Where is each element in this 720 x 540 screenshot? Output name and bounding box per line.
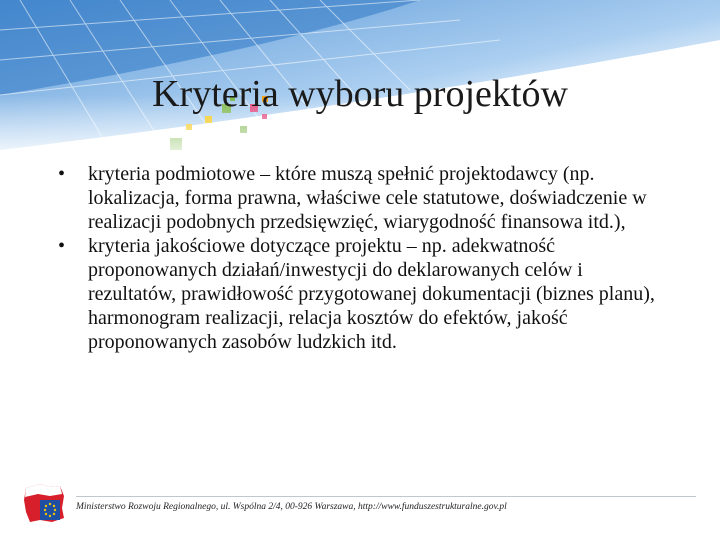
- poland-eu-map-logo-icon: [20, 478, 68, 526]
- bullet-item: [58, 234, 668, 354]
- bullet-text: kryteria jakościowe dotyczące projektu – np. adekwatność proponowanych działań/inwestycji do deklarowanych celów i rezultatów, prawidłowość przygotowanej dokumentacji (biznes planu), harmonogram realizacji, relacja kosztów do efektów, jakość proponowanych zasobów ludzkich itd.: [88, 235, 655, 353]
- bullet-text: kryteria podmiotowe – które muszą spełnić projektodawcy (np. lokalizacja, forma prawna, właściwe cele statutowe, doświadczenie w realizacji podobnych przedsięwzięć, wiarygodność finansowa itd.),: [88, 163, 647, 233]
- slide-title: Kryteria wyboru projektów: [152, 73, 568, 115]
- bullet-symbol: •: [58, 163, 66, 185]
- bullet-item: [58, 162, 668, 234]
- bullet-list: [58, 162, 668, 354]
- footer-text: Ministerstwo Rozwoju Regionalnego, ul. Wspólna 2/4, 00-926 Warszawa, http://www.funduszestrukturalne.gov.pl: [76, 502, 507, 512]
- footer-divider: [76, 496, 696, 497]
- bullet-symbol: •: [58, 235, 66, 257]
